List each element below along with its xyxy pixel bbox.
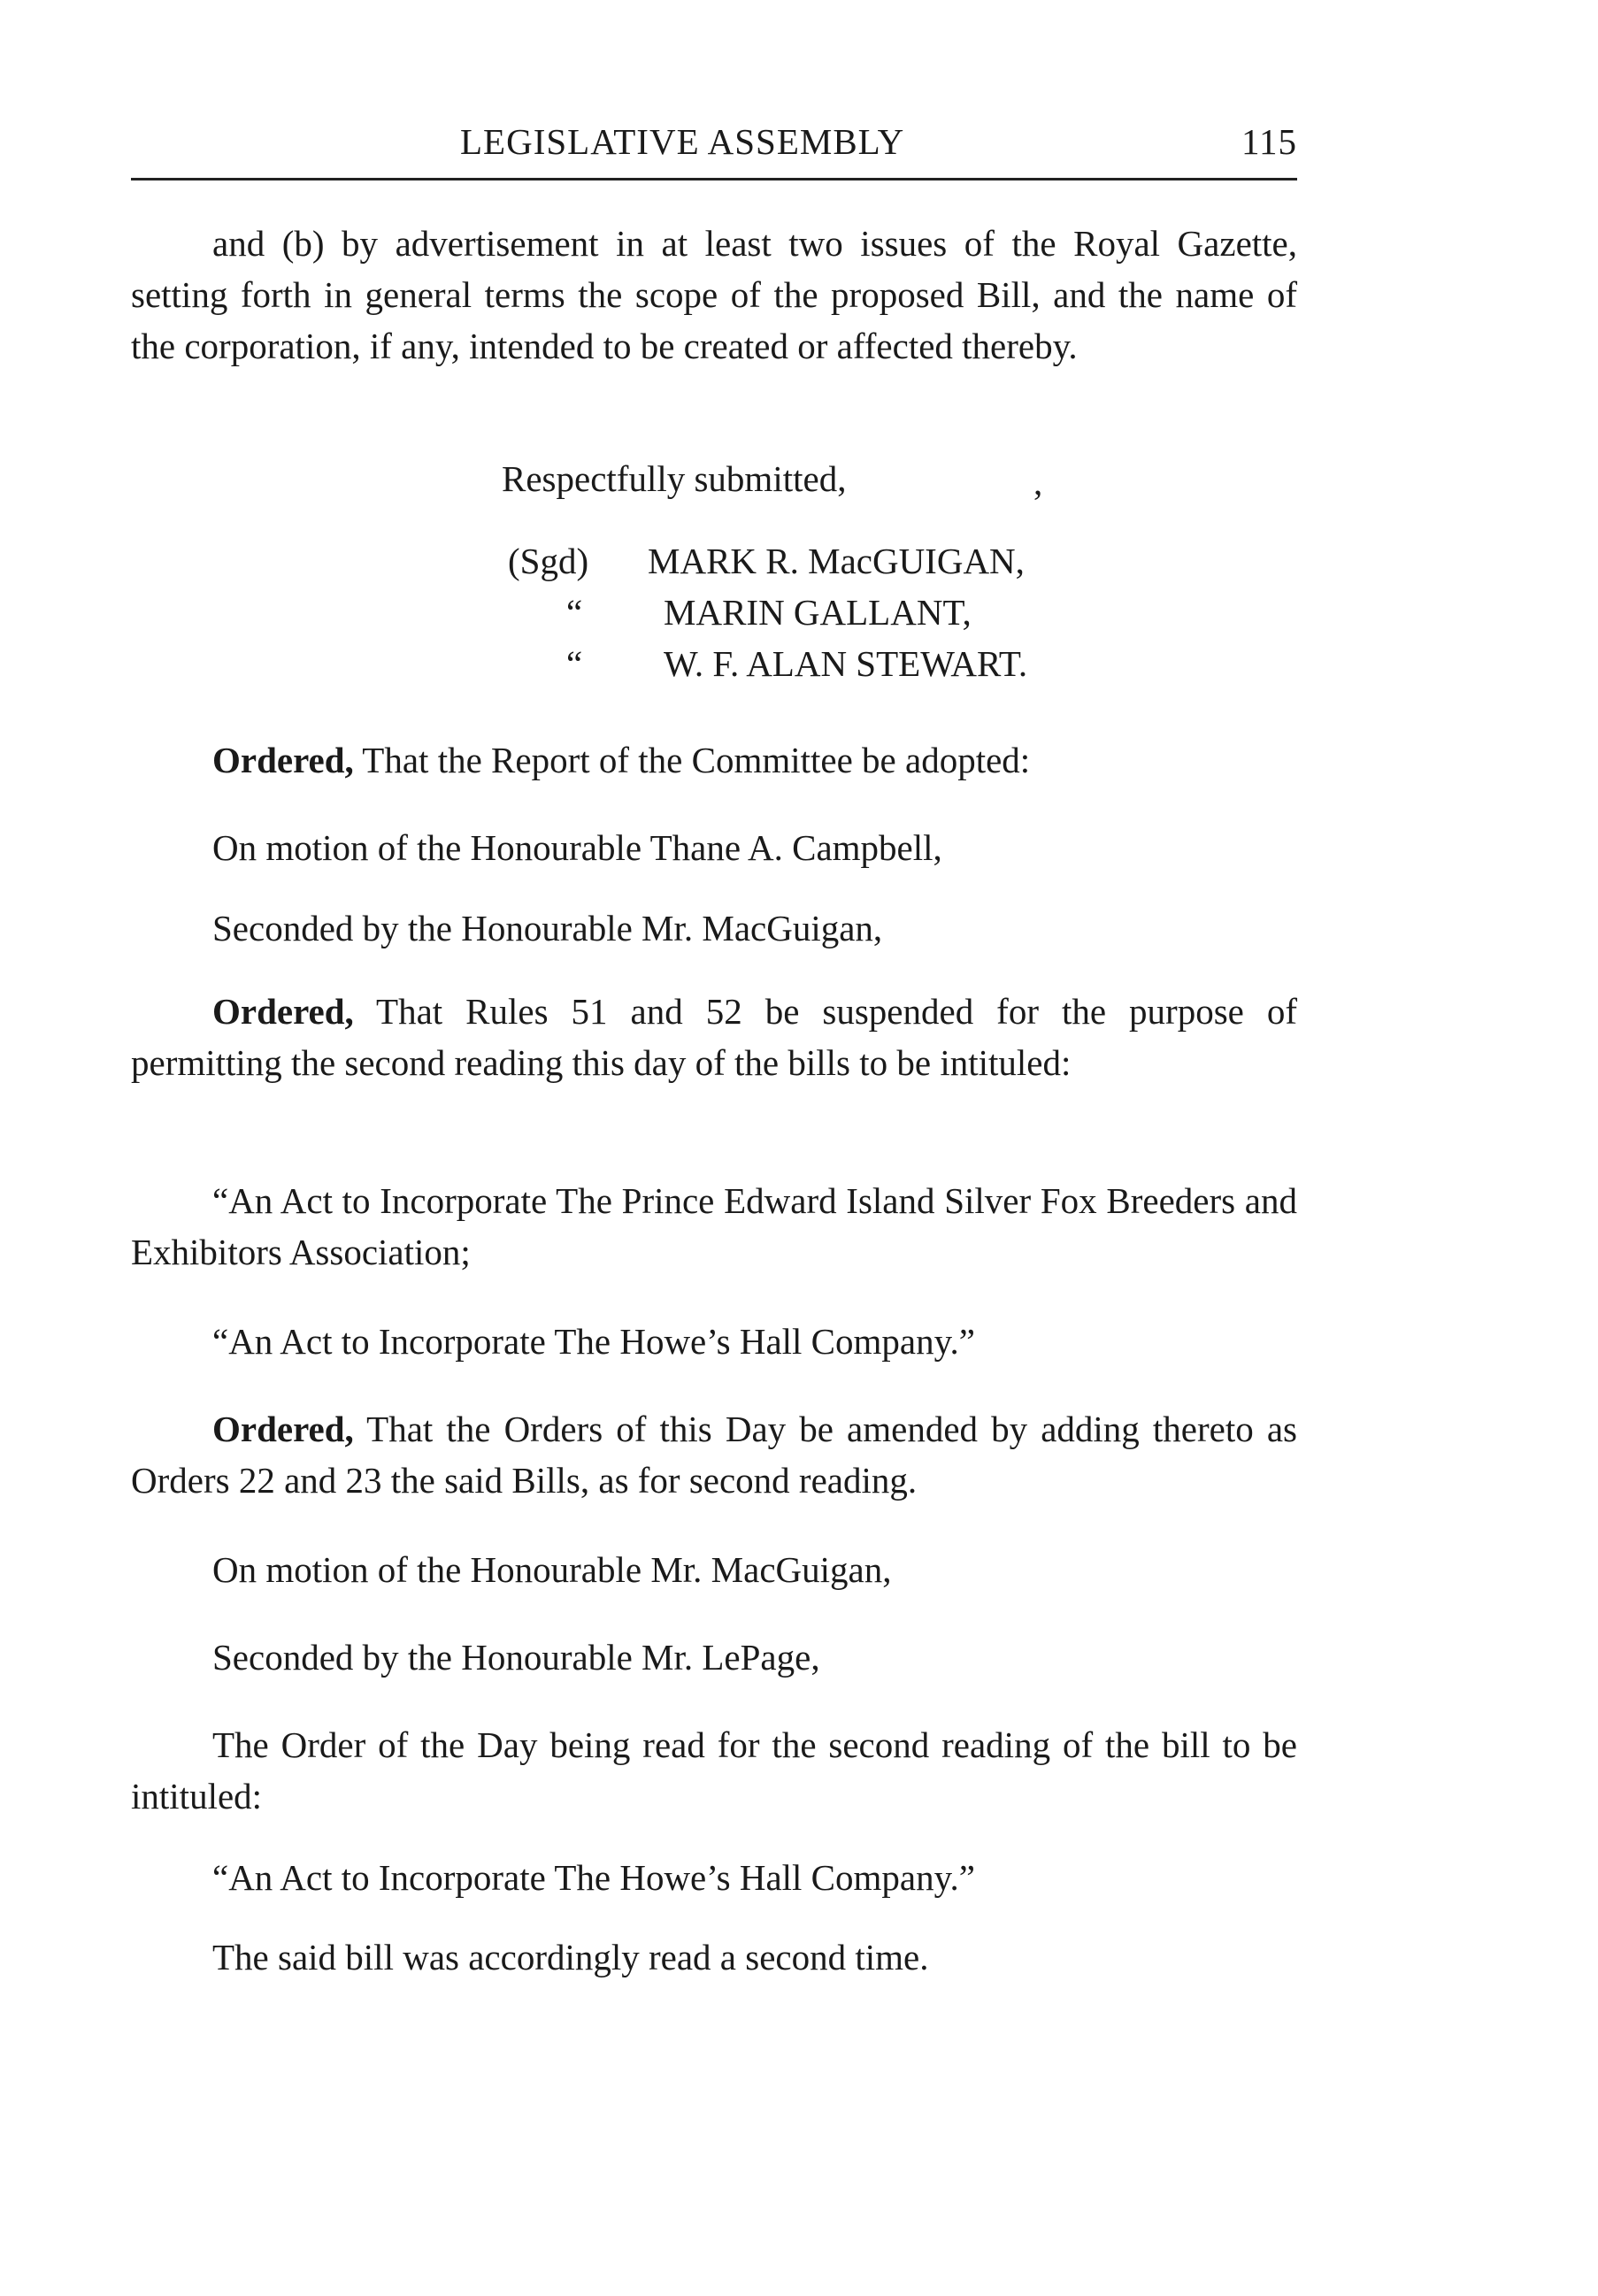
signature-name: MARK R. MacGUIGAN, — [648, 541, 1025, 581]
closing-comma: , — [1033, 462, 1043, 503]
paragraph-advertisement: and (b) by advertisement in at least two issues of the Royal Gazette, setting forth in general terms the scope of the proposed Bill, and the name of the corporation, if any, intended to be created or affected thereby. — [131, 223, 1297, 366]
order-text: That Rules 51 and 52 be suspended for the purpose of permitting the second reading this day of the bills to be intituled: — [131, 991, 1297, 1083]
paragraph-seconded: Seconded by the Honourable Mr. LePage, — [212, 1637, 820, 1678]
paragraph-motion: On motion of the Honourable Mr. MacGuigan, — [212, 1549, 892, 1590]
signature-mark: (Sgd) — [508, 541, 589, 581]
paragraph-act-howes-hall: “An Act to Incorporate The Howe’s Hall Company.” — [212, 1857, 975, 1898]
ordered-label: Ordered, — [212, 991, 354, 1032]
paragraph-motion: On motion of the Honourable Thane A. Campbell, — [212, 827, 942, 868]
ordered-label: Ordered, — [212, 740, 354, 780]
running-header — [131, 113, 1297, 166]
order-text: That the Report of the Committee be adopted: — [353, 740, 1031, 780]
page-number: 115 — [1241, 121, 1297, 162]
paragraph-act-silver-fox: “An Act to Incorporate The Prince Edward Island Silver Fox Breeders and Exhibitors Association; — [131, 1180, 1297, 1272]
paragraph-order-of-day: The Order of the Day being read for the second reading of the bill to be intituled: — [131, 1724, 1297, 1816]
ordered-label: Ordered, — [212, 1409, 354, 1449]
closing-text: Respectfully submitted, — [502, 458, 847, 499]
ditto-mark: “ — [566, 592, 583, 633]
paragraph-second-reading: The said bill was accordingly read a second time. — [212, 1937, 929, 1977]
order-text: That the Orders of this Day be amended by adding thereto as Orders 22 and 23 the said Bills, as for second reading. — [131, 1409, 1297, 1501]
paragraph-order-report — [131, 734, 1297, 786]
signature-name: W. F. ALAN STEWART. — [664, 643, 1028, 684]
paragraph-order-rules — [131, 986, 1297, 1088]
paragraph-order-amended — [131, 1403, 1297, 1506]
header-rule — [131, 178, 1297, 180]
ditto-mark: “ — [566, 643, 583, 684]
header-title: LEGISLATIVE ASSEMBLY — [460, 121, 905, 162]
signature-name: MARIN GALLANT, — [664, 592, 972, 633]
paragraph-seconded: Seconded by the Honourable Mr. MacGuigan, — [212, 908, 883, 948]
paragraph-act-howes-hall: “An Act to Incorporate The Howe’s Hall Company.” — [212, 1321, 975, 1362]
closing-line — [502, 453, 846, 504]
